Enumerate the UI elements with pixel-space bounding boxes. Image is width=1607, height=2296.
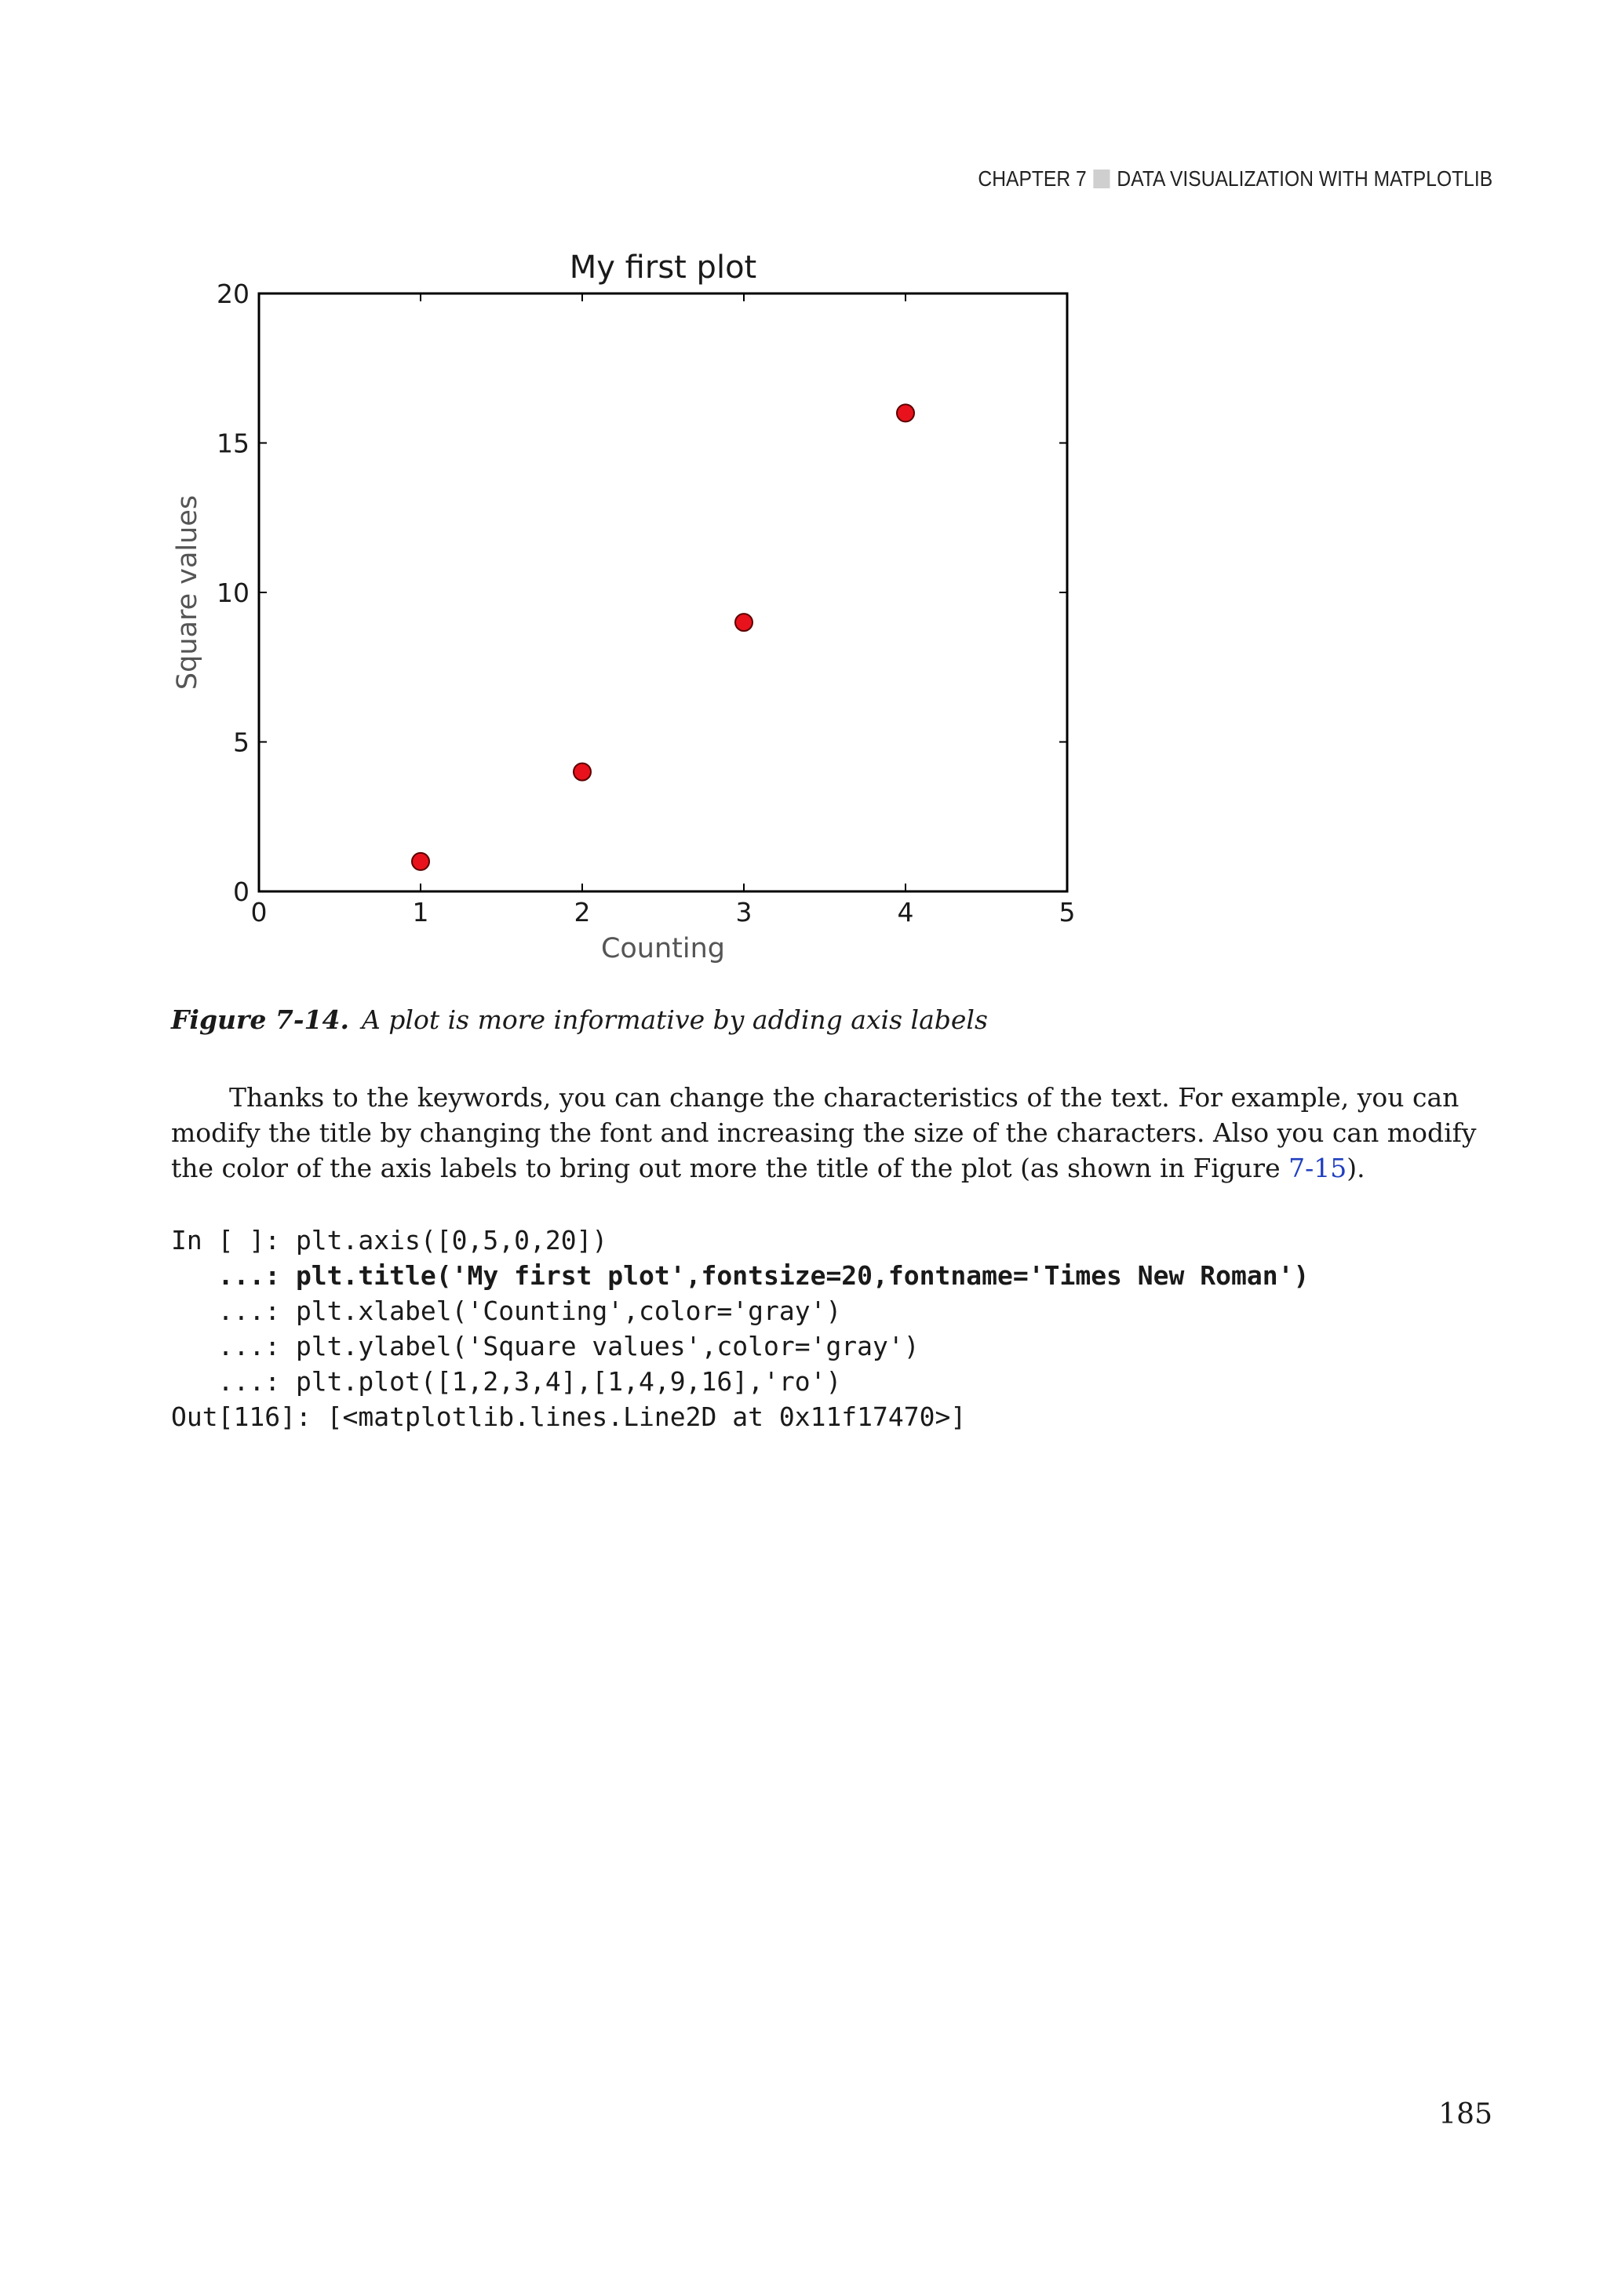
paragraph-text-before: Thanks to the keywords, you can change the characteristics of the text. For example, you can modify the title by changing the font and increasing the size of the characters. Also you can modify the color of the axis labels to bring out more the title of the plot (as shown in Figure xyxy=(171,1082,1477,1183)
page-number: 185 xyxy=(1438,2098,1492,2130)
chart-title: My first plot xyxy=(569,250,757,286)
y-tick-label: 5 xyxy=(233,727,250,758)
data-point xyxy=(897,404,914,421)
x-tick-label: 2 xyxy=(574,897,591,928)
section-label: DATA VISUALIZATION WITH MATPLOTLIB xyxy=(1117,166,1492,191)
separator-square xyxy=(1093,169,1110,188)
x-axis-label: Counting xyxy=(600,933,726,964)
code-line: In [ ]: plt.axis([0,5,0,20]) xyxy=(171,1225,608,1256)
plot-frame xyxy=(259,293,1067,891)
paragraph-text-after: ). xyxy=(1346,1153,1365,1183)
code-listing xyxy=(171,1223,1309,1434)
x-tick-label: 3 xyxy=(735,897,752,928)
x-tick-label: 0 xyxy=(250,897,268,928)
code-output-line: Out[116]: [<matplotlib.lines.Line2D at 0x11f17470>] xyxy=(171,1401,967,1432)
caption-label: Figure 7-14. xyxy=(171,1004,349,1035)
data-point xyxy=(412,853,429,870)
body-paragraph xyxy=(171,1080,1483,1186)
running-header xyxy=(978,166,1492,191)
x-tick-label: 5 xyxy=(1059,897,1076,928)
figure-caption xyxy=(171,1004,988,1035)
y-tick-label: 0 xyxy=(233,876,250,907)
caption-text: A plot is more informative by adding axis labels xyxy=(361,1004,988,1035)
figure-7-14 xyxy=(171,250,1161,971)
y-tick-label: 20 xyxy=(217,279,250,309)
y-tick-label: 10 xyxy=(217,578,250,608)
code-line: ...: plt.ylabel('Square values',color='gray') xyxy=(171,1331,920,1361)
x-tick-label: 4 xyxy=(897,897,914,928)
scatter-chart xyxy=(171,250,1161,971)
code-line-bold: ...: plt.title('My first plot',fontsize=20,fontname='Times New Roman') xyxy=(171,1260,1310,1291)
x-tick-label: 1 xyxy=(412,897,429,928)
figure-reference-link[interactable]: 7-15 xyxy=(1288,1153,1347,1183)
y-tick-label: 15 xyxy=(217,428,250,459)
y-axis-label: Square values xyxy=(172,494,203,691)
code-line: ...: plt.plot([1,2,3,4],[1,4,9,16],'ro') xyxy=(171,1366,842,1397)
code-line: ...: plt.xlabel('Counting',color='gray') xyxy=(171,1296,842,1326)
chapter-label: CHAPTER 7 xyxy=(978,166,1087,191)
data-point xyxy=(574,764,591,781)
data-point xyxy=(735,614,752,631)
